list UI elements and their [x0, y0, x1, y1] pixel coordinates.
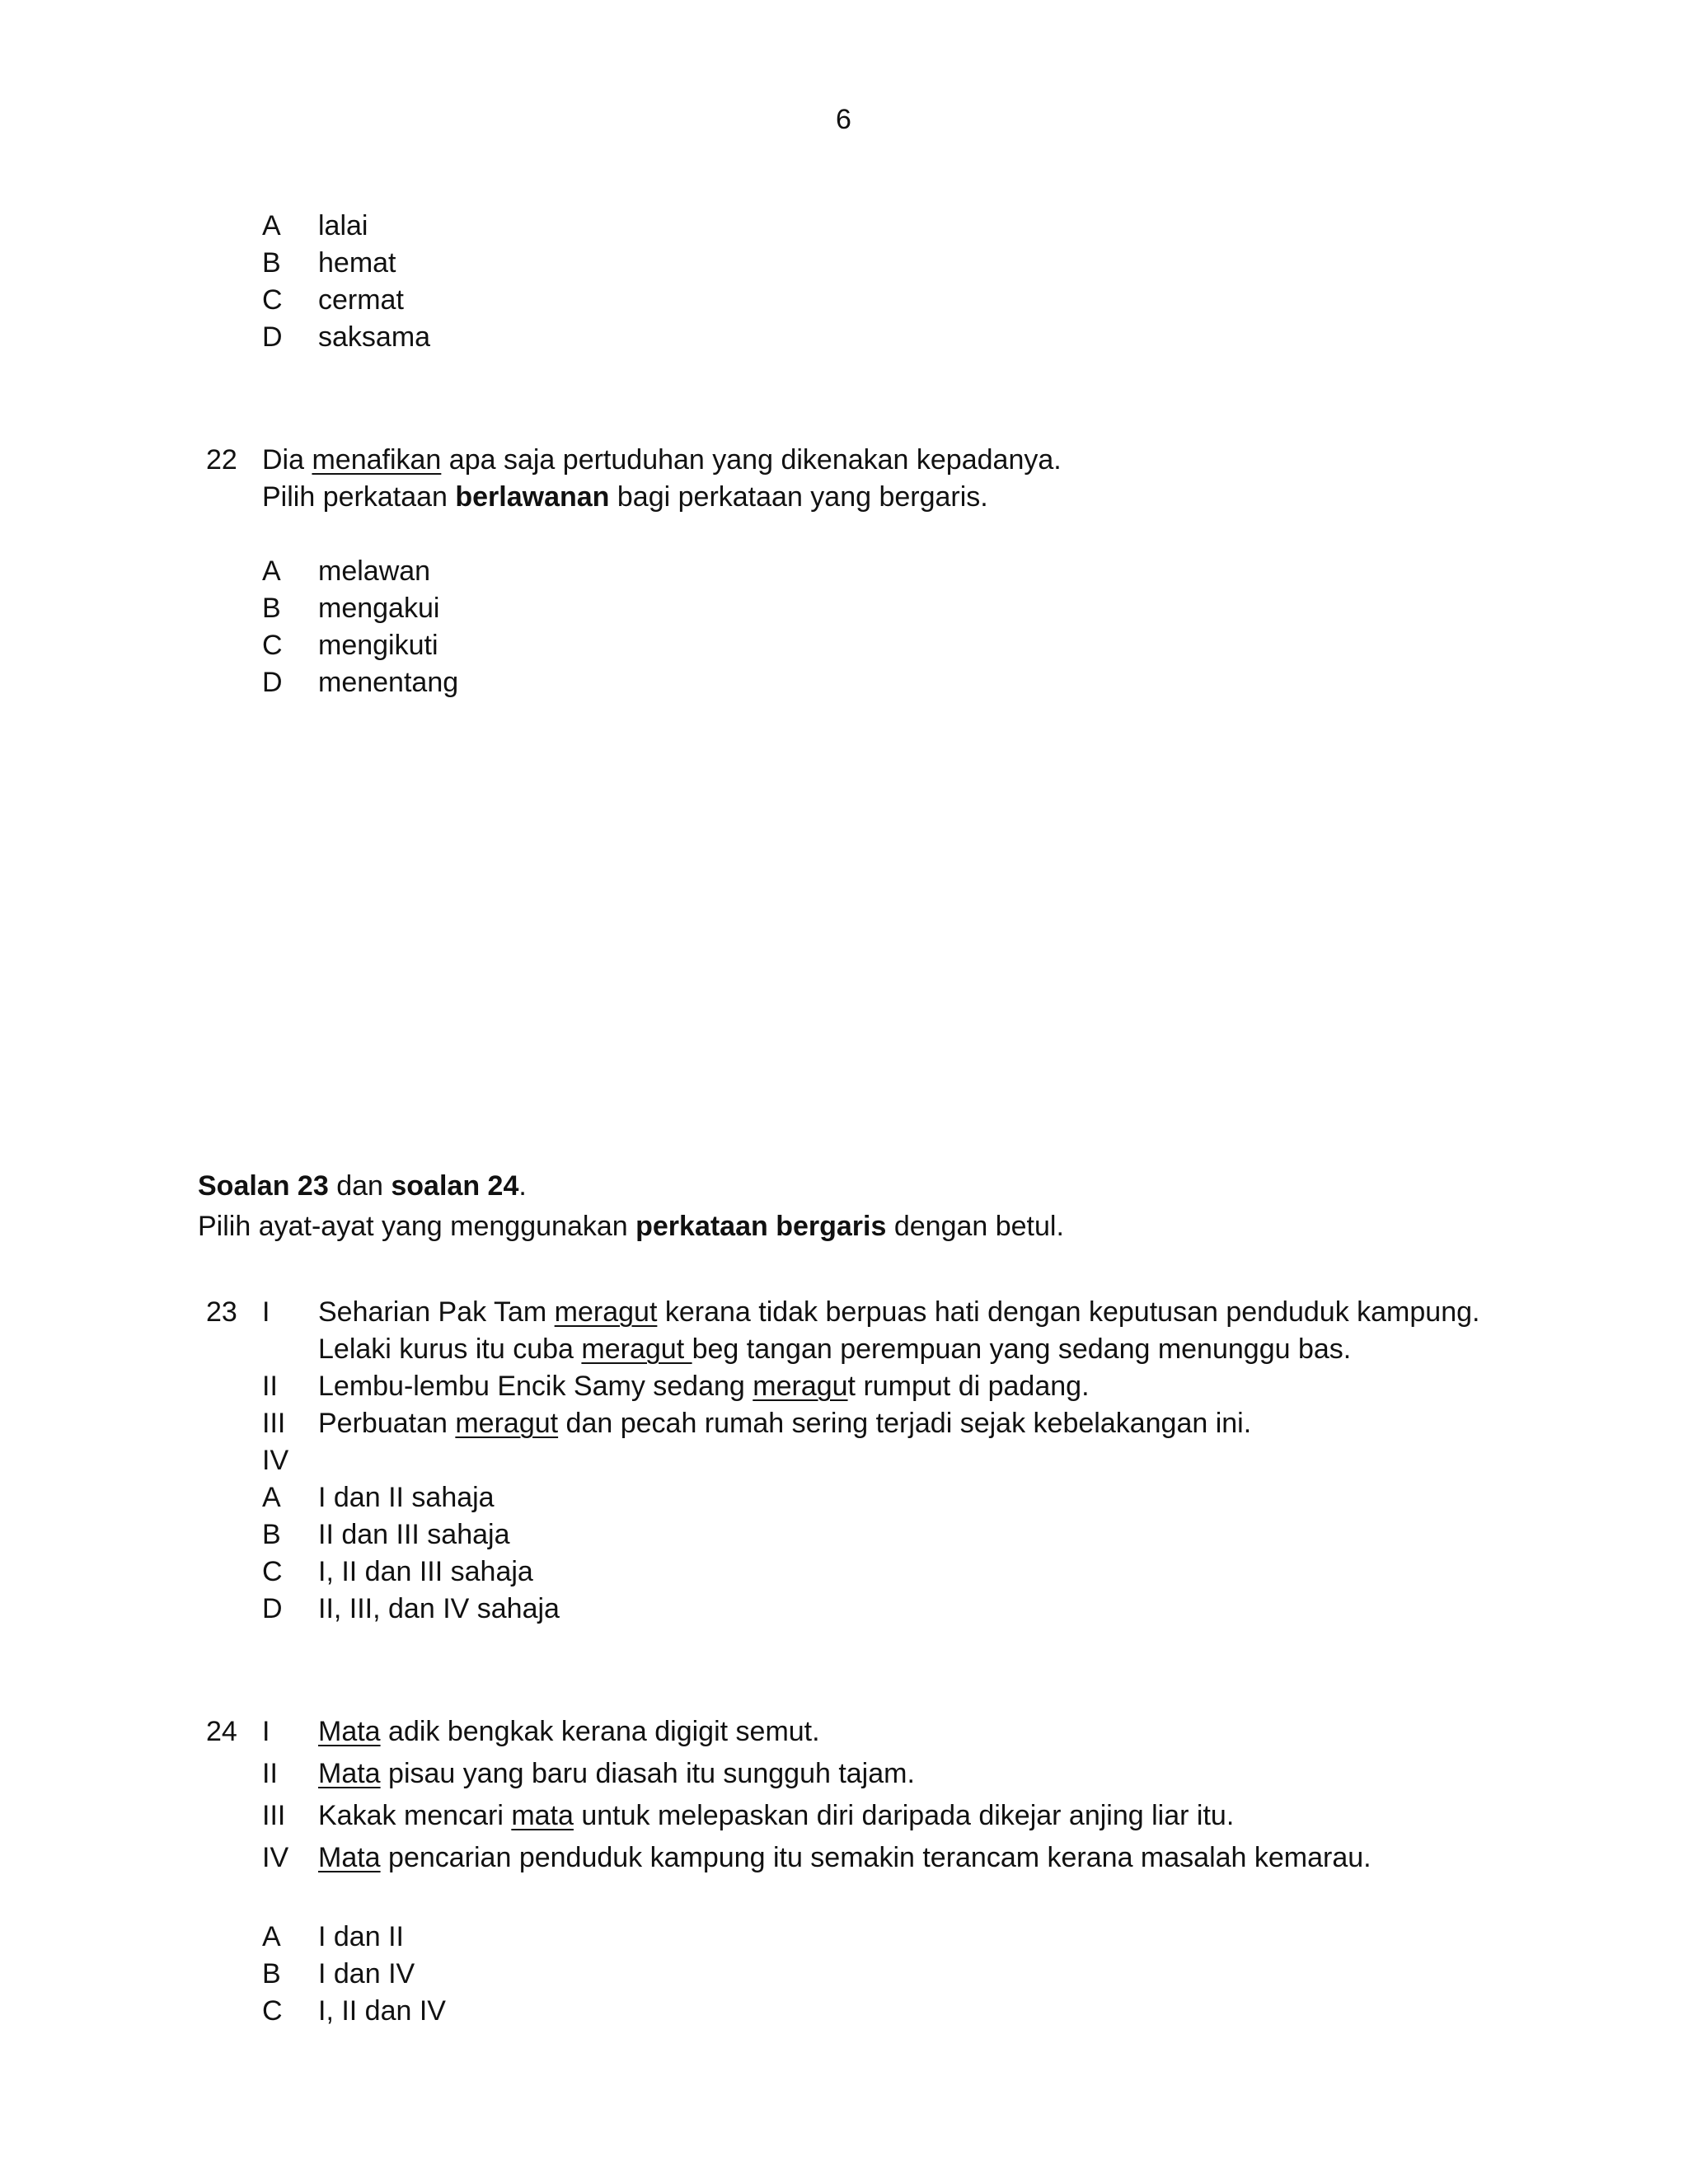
question-number: 23	[206, 1296, 237, 1328]
underlined-word: Mata	[318, 1716, 381, 1747]
section-title-bold: soalan 24	[391, 1170, 519, 1202]
statement-numeral: II	[262, 1758, 278, 1789]
statement-part: pisau yang baru diasah itu sungguh tajam.	[380, 1758, 915, 1789]
option-letter: B	[262, 593, 281, 624]
section-title-bold: Soalan 23	[198, 1170, 329, 1202]
statement-numeral: II	[262, 1371, 278, 1402]
instruction-text: Pilih perkataan	[262, 481, 456, 513]
option-letter: A	[262, 1921, 281, 1952]
statement-text	[318, 1718, 820, 1746]
instruction-text: bagi perkataan yang bergaris.	[609, 481, 988, 513]
option-text: mengikuti	[318, 630, 438, 661]
option-text: lalai	[318, 210, 368, 241]
instruction-text: dengan betul.	[886, 1211, 1064, 1242]
statement-numeral: III	[262, 1408, 286, 1439]
underlined-word: menafikan	[312, 444, 442, 476]
underlined-word: meragut	[554, 1296, 658, 1328]
section-title-text: .	[518, 1170, 527, 1202]
option-text: melawan	[318, 555, 431, 587]
stem-text: apa saja pertuduhan yang dikenakan kepadanya.	[441, 444, 1062, 476]
question-instruction	[262, 483, 988, 511]
statement-part: Kakak mencari	[318, 1800, 512, 1831]
statement-part: kerana tidak berpuas hati dengan keputusan penduduk kampung.	[657, 1296, 1480, 1328]
option-letter: D	[262, 667, 283, 698]
section-instruction	[198, 1212, 1064, 1240]
option-letter: A	[262, 210, 281, 241]
question-number: 22	[206, 444, 237, 476]
option-letter: C	[262, 1556, 283, 1587]
statement-part: untuk melepaskan diri daripada dikejar anjing liar itu.	[573, 1800, 1235, 1831]
statement-part: Seharian Pak Tam	[318, 1296, 555, 1328]
statement-part: adik bengkak kerana digigit semut.	[380, 1716, 820, 1747]
option-letter: A	[262, 555, 281, 587]
option-text: II dan III sahaja	[318, 1519, 510, 1550]
option-letter: C	[262, 284, 283, 316]
section-title	[198, 1172, 527, 1200]
option-text: II, III, dan IV sahaja	[318, 1593, 560, 1624]
statement-part: Lelaki kurus itu cuba	[318, 1333, 582, 1365]
statement-numeral: I	[262, 1296, 270, 1328]
option-letter: D	[262, 321, 283, 353]
statement-text	[318, 1802, 1234, 1830]
statement-text	[318, 1372, 1090, 1400]
option-text: I dan IV	[318, 1958, 415, 1990]
section-title-text: dan	[328, 1170, 392, 1202]
page-number: 6	[836, 104, 851, 135]
statement-text	[318, 1298, 1479, 1326]
question-stem	[262, 446, 1062, 474]
statement-numeral: IV	[262, 1445, 289, 1476]
option-letter: C	[262, 1995, 283, 2027]
option-letter: A	[262, 1482, 281, 1513]
option-letter: B	[262, 1519, 281, 1550]
option-letter: C	[262, 630, 283, 661]
statement-part: Lembu-lembu Encik Samy sedang	[318, 1371, 753, 1402]
option-letter: B	[262, 247, 281, 279]
option-text: I, II dan III sahaja	[318, 1556, 533, 1587]
statement-part: pencarian penduduk kampung itu semakin terancam kerana masalah kemarau.	[380, 1842, 1372, 1873]
statement-numeral: IV	[262, 1842, 289, 1873]
statement-numeral: III	[262, 1800, 286, 1831]
option-text: I, II dan IV	[318, 1995, 446, 2027]
instruction-bold: perkataan bergaris	[635, 1211, 887, 1242]
option-letter: D	[262, 1593, 283, 1624]
option-text: hemat	[318, 247, 396, 279]
option-text: menentang	[318, 667, 459, 698]
statement-text	[318, 1844, 1372, 1872]
option-text: saksama	[318, 321, 431, 353]
statement-text	[318, 1409, 1251, 1437]
statement-numeral: I	[262, 1716, 270, 1747]
option-text: cermat	[318, 284, 404, 316]
statement-part: t rumput di padang.	[847, 1371, 1090, 1402]
underlined-word: meragut	[581, 1333, 692, 1365]
statement-part: dan pecah rumah sering terjadi sejak kebelakangan ini.	[558, 1408, 1252, 1439]
underlined-word: meragu	[753, 1371, 848, 1402]
underlined-word: Mata	[318, 1842, 381, 1873]
stem-text: Dia	[262, 444, 312, 476]
option-text: I dan II sahaja	[318, 1482, 495, 1513]
option-letter: B	[262, 1958, 281, 1990]
question-number: 24	[206, 1716, 237, 1747]
statement-text	[318, 1760, 915, 1788]
underlined-word: Mata	[318, 1758, 381, 1789]
underlined-word: meragut	[455, 1408, 559, 1439]
statement-part: beg tangan perempuan yang sedang menunggu bas.	[692, 1333, 1352, 1365]
instruction-text: Pilih ayat-ayat yang menggunakan	[198, 1211, 636, 1242]
statement-part: Perbuatan	[318, 1408, 456, 1439]
underlined-word: mata	[511, 1800, 574, 1831]
statement-text	[318, 1335, 1351, 1363]
option-text: I dan II	[318, 1921, 404, 1952]
instruction-bold: berlawanan	[455, 481, 610, 513]
option-text: mengakui	[318, 593, 440, 624]
